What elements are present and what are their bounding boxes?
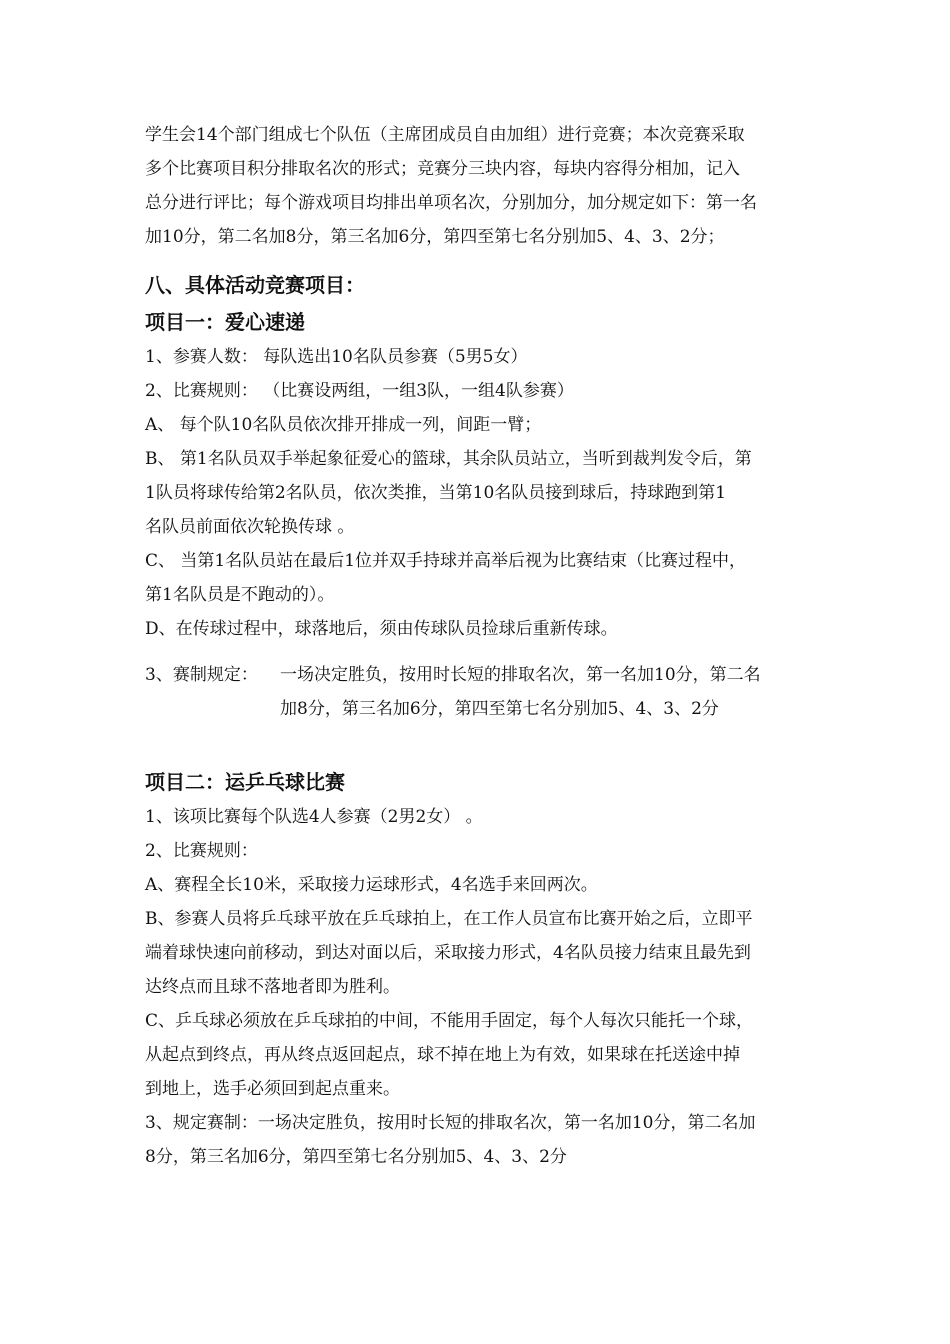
project2-line: A、赛程全长10米，采取接力运球形式，4名选手来回两次。 (145, 875, 598, 895)
project2-line: 1、该项比赛每个队选4人参赛（2男2女） 。 (145, 807, 483, 827)
intro-line: 总分进行评比；每个游戏项目均排出单项名次，分别加分，加分规定如下：第一名 (145, 193, 757, 213)
project2-line: 3、规定赛制：一场决定胜负，按用时长短的排取名次，第一名加10分，第二名加 (145, 1113, 756, 1133)
section-heading: 八、具体活动竞赛项目： (145, 273, 365, 297)
project1-line: 第1名队员是不跑动的）。 (145, 585, 335, 605)
project1-line: 名队员前面依次轮换传球 。 (145, 517, 355, 537)
project2-line: 2、比赛规则： (145, 841, 258, 861)
project2-line: B、参赛人员将乒乓球平放在乒乓球拍上，在工作人员宣布比赛开始之后，立即平 (145, 909, 753, 929)
intro-line: 加10分，第二名加8分，第三名加6分，第四至第七名分别加5、4、3、2分； (145, 227, 725, 247)
project1-scoring-label: 3、赛制规定： (145, 665, 258, 685)
project1-line: 1、参赛人数： 每队选出10名队员参赛（5男5女） (145, 347, 528, 367)
project1-title: 项目一：爱心速递 (145, 310, 305, 334)
intro-line: 多个比赛项目积分排取名次的形式；竞赛分三块内容，每块内容得分相加，记入 (145, 159, 740, 179)
project2-body (145, 800, 810, 1174)
project1-line: B、 第1名队员双手举起象征爱心的篮球，其余队员站立，当听到裁判发令后，第 (145, 449, 752, 469)
intro-line: 学生会14个部门组成七个队伍（主席团成员自由加组）进行竞赛；本次竞赛采取 (145, 125, 745, 145)
project1-body (145, 340, 810, 646)
project2-line: 8分，第三名加6分，第四至第七名分别加5、4、3、2分 (145, 1147, 567, 1167)
project2-line: 从起点到终点，再从终点返回起点，球不掉在地上为有效，如果球在托送途中掉 (145, 1045, 740, 1065)
project2-line: 到地上，选手必须回到起点重来。 (145, 1079, 400, 1099)
project1-line: A、 每个队10名队员依次排开排成一列，间距一臂； (145, 415, 542, 435)
project2-title: 项目二：运乒乓球比赛 (145, 770, 345, 794)
project1-line: D、在传球过程中，球落地后，须由传球队员捡球后重新传球。 (145, 619, 618, 639)
project1-scoring (280, 658, 810, 726)
project1-line: C、 当第1名队员站在最后1位并双手持球并高举后视为比赛结束（比赛过程中， (145, 551, 747, 571)
project2-line: C、乒乓球必须放在乒乓球拍的中间，不能用手固定，每个人每次只能托一个球， (145, 1011, 754, 1031)
project1-scoring-line: 加8分，第三名加6分，第四至第七名分别加5、4、3、2分 (280, 699, 719, 719)
project2-line: 达终点而且球不落地者即为胜利。 (145, 977, 400, 997)
project1-line: 1队员将球传给第2名队员，依次类推，当第10名队员接到球后，持球跑到第1 (145, 483, 727, 503)
project1-scoring-line: 一场决定胜负，按用时长短的排取名次，第一名加10分，第二名 (280, 665, 761, 685)
project2-line: 端着球快速向前移动，到达对面以后，采取接力形式，4名队员接力结束且最先到 (145, 943, 751, 963)
intro-paragraph (145, 118, 810, 254)
project1-line: 2、比赛规则： （比赛设两组，一组3队，一组4队参赛） (145, 381, 574, 401)
